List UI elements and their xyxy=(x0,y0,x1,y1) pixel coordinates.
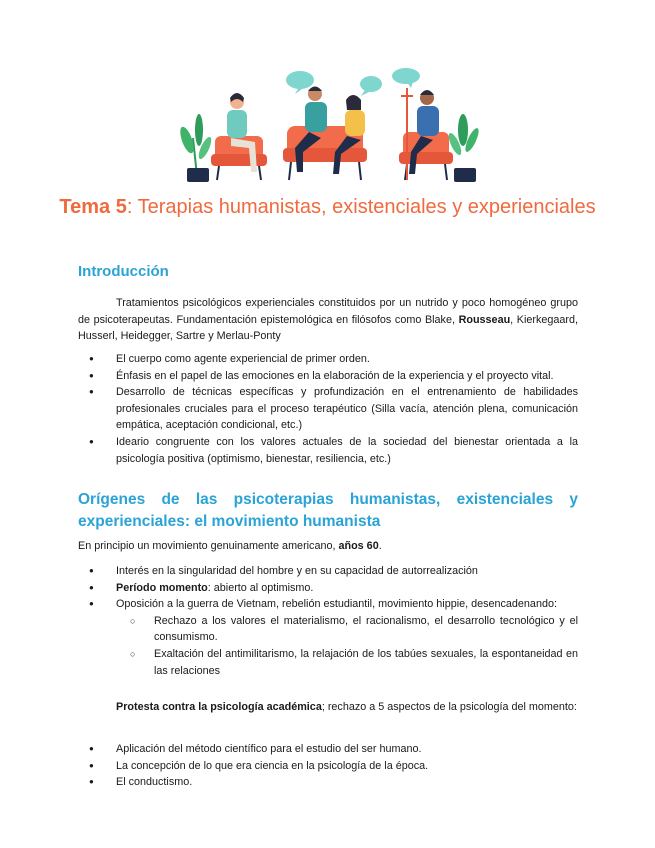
intro-text-part-1: Tratamientos psicológicos experienciales constituidos por un nutrido y poco homogéneo grupo de psicoterapeutas. Fundamentación epistemológica en filósofos como Blake, xyxy=(78,297,578,326)
list-item: ● El conductismo. xyxy=(78,774,578,791)
intro-paragraph xyxy=(78,295,578,345)
list-item: ● Énfasis en el papel de las emociones en la elaboración de la experiencia y el proyecto vital. xyxy=(78,368,578,385)
list-item: ● Ideario congruente con los valores actuales de la sociedad del bienestar orientada a la psicología positiva (optimismo, bienestar, resiliencia, etc.) xyxy=(78,434,578,467)
bullet-bold-label: Período momento xyxy=(116,581,208,594)
list-item: ● Desarrollo de técnicas específicas y profundización en el entrenamiento de habilidades profesionales cruciales para el proceso terapéutico (Silla vacía, atención plena, comunicación empática, aceptación condicional, etc.) xyxy=(78,384,578,434)
protest-paragraph xyxy=(78,699,578,716)
origins-lead-end: . xyxy=(378,540,382,552)
origins-heading-line-1: Orígenes de las psicoterapias humanistas, existenciales y xyxy=(78,491,578,508)
protest-bold-text: Protesta contra la psicología académica xyxy=(116,701,322,713)
list-item xyxy=(78,580,578,597)
right-plant-icon xyxy=(446,114,481,182)
origins-bullet-list xyxy=(78,563,578,679)
origins-heading xyxy=(78,489,578,533)
protest-bullet-list xyxy=(78,741,578,791)
list-item: ● Interés en la singularidad del hombre y en su capacidad de autorrealización xyxy=(78,563,578,580)
speech-bubbles-icon xyxy=(286,68,420,96)
origins-sub-bullet-list xyxy=(116,613,578,679)
bullet-text: Oposición a la guerra de Vietnam, rebelión estudiantil, movimiento hippie, desencadenando: xyxy=(116,598,557,611)
therapy-group-illustration xyxy=(175,68,485,186)
intro-heading: Introducción xyxy=(78,263,169,280)
left-plant-icon xyxy=(178,114,214,182)
origins-heading-line-2: experienciales: el movimiento humanista xyxy=(78,513,381,530)
intro-text-part-2: , Kierkegaard, Husserl, Heidegger, Sartre y Merlau-Ponty xyxy=(78,313,578,343)
title-topic-name: : Terapias humanistas, existenciales y experienciales xyxy=(126,196,596,218)
list-item xyxy=(78,596,578,679)
sub-list-item: ○ Rechazo a los valores el materialismo, el racionalismo, el desarrollo tecnológico y el consumismo. xyxy=(116,613,578,646)
title-topic-number: Tema 5 xyxy=(59,196,127,218)
intro-bullet-list xyxy=(78,351,578,467)
protest-text: ; rechazo a 5 aspectos de la psicología del momento: xyxy=(321,701,577,713)
sub-list-item: ○ Exaltación del antimilitarismo, la relajación de los tabúes sexuales, la espontaneidad en las relaciones xyxy=(116,646,578,679)
origins-lead-text: En principio un movimiento genuinamente americano, xyxy=(78,540,339,552)
list-item: ● Aplicación del método científico para el estudio del ser humano. xyxy=(78,741,578,758)
origins-lead-paragraph xyxy=(78,538,578,555)
list-item: ● La concepción de lo que era ciencia en la psicología de la época. xyxy=(78,758,578,775)
bullet-text: : abierto al optimismo. xyxy=(207,581,314,594)
document-title xyxy=(0,192,655,222)
list-item: ● El cuerpo como agente experiencial de primer orden. xyxy=(78,351,578,368)
intro-bold-name: Rousseau xyxy=(458,313,511,326)
origins-lead-bold: años 60 xyxy=(338,540,379,552)
